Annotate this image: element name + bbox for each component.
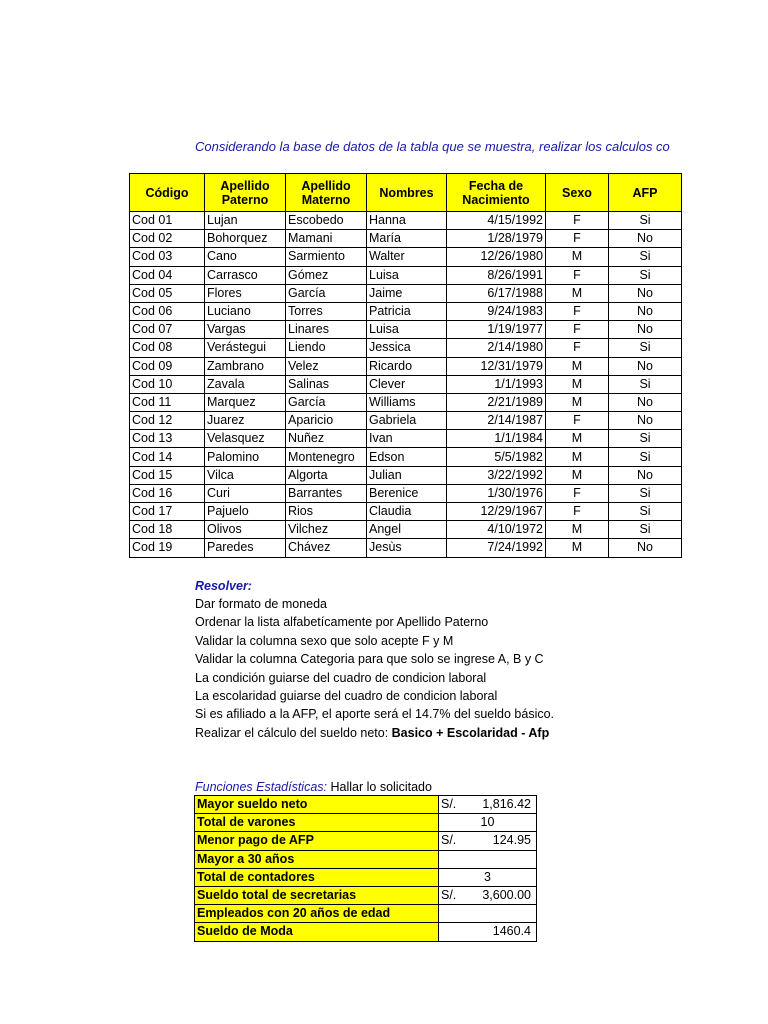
resolver-item: Ordenar la lista alfabetícamente por Apellido Paterno	[195, 615, 489, 630]
table-row	[130, 230, 682, 248]
cell-nombres: Ricardo	[367, 357, 447, 375]
cell-apellido-materno: García	[286, 393, 367, 411]
table-row	[130, 521, 682, 539]
table-row	[130, 375, 682, 393]
stats-value-cell	[439, 850, 537, 868]
cell-codigo: Cod 07	[130, 321, 205, 339]
cell-sexo: M	[546, 539, 609, 557]
table-row	[130, 321, 682, 339]
cell-fecha-nacimiento: 12/31/1979	[447, 357, 546, 375]
cell-nombres: Jessica	[367, 339, 447, 357]
cell-afp: No	[609, 466, 682, 484]
table-row	[130, 248, 682, 266]
cell-apellido-materno: Linares	[286, 321, 367, 339]
cell-fecha-nacimiento: 12/29/1967	[447, 503, 546, 521]
cell-apellido-materno: Algorta	[286, 466, 367, 484]
cell-fecha-nacimiento: 2/14/1980	[447, 339, 546, 357]
resolver-item: Si es afiliado a la AFP, el aporte será el 14.7% del sueldo básico.	[195, 707, 555, 722]
cell-afp: Si	[609, 430, 682, 448]
cell-afp: Si	[609, 266, 682, 284]
stats-value: 1460.4	[492, 924, 531, 939]
table-row	[130, 357, 682, 375]
cell-fecha-nacimiento: 4/15/1992	[447, 212, 546, 230]
funciones-title-italic: Funciones Estadísticas:	[195, 780, 328, 794]
stats-row	[195, 923, 537, 941]
cell-apellido-materno: Velez	[286, 357, 367, 375]
currency-symbol: S/.	[441, 833, 457, 848]
cell-nombres: Jaime	[367, 284, 447, 302]
cell-fecha-nacimiento: 1/28/1979	[447, 230, 546, 248]
cell-apellido-paterno: Carrasco	[205, 266, 286, 284]
resolver-heading: Resolver:	[195, 579, 252, 593]
resolver-item: Dar formato de moneda	[195, 597, 328, 611]
cell-codigo: Cod 10	[130, 375, 205, 393]
cell-nombres: Gabriela	[367, 412, 447, 430]
cell-nombres: Luisa	[367, 321, 447, 339]
cell-nombres: Jesùs	[367, 539, 447, 557]
cell-codigo: Cod 11	[130, 393, 205, 411]
stats-row	[195, 832, 537, 850]
cell-apellido-materno: Barrantes	[286, 484, 367, 502]
cell-apellido-materno: García	[286, 284, 367, 302]
table-header-row	[130, 174, 682, 212]
cell-sexo: M	[546, 466, 609, 484]
cell-apellido-materno: Montenegro	[286, 448, 367, 466]
cell-codigo: Cod 13	[130, 430, 205, 448]
cell-afp: Si	[609, 448, 682, 466]
stats-row	[195, 886, 537, 904]
stats-row	[195, 905, 537, 923]
cell-codigo: Cod 08	[130, 339, 205, 357]
cell-apellido-paterno: Palomino	[205, 448, 286, 466]
cell-apellido-materno: Mamani	[286, 230, 367, 248]
stats-table	[194, 795, 537, 942]
cell-afp: Si	[609, 248, 682, 266]
cell-afp: No	[609, 357, 682, 375]
stats-value-cell	[439, 814, 537, 832]
resolver-item: La condición guiarse del cuadro de condicion laboral	[195, 670, 487, 685]
table-row	[130, 284, 682, 302]
header-nombres: Nombres	[367, 174, 447, 212]
cell-nombres: Ivan	[367, 430, 447, 448]
stats-label: Sueldo total de secretarias	[195, 886, 439, 904]
stats-value: 3,600.00	[482, 888, 531, 903]
cell-codigo: Cod 12	[130, 412, 205, 430]
cell-fecha-nacimiento: 12/26/1980	[447, 248, 546, 266]
cell-sexo: F	[546, 339, 609, 357]
funciones-title	[195, 778, 432, 796]
cell-fecha-nacimiento: 7/24/1992	[447, 539, 546, 557]
cell-sexo: M	[546, 393, 609, 411]
cell-apellido-materno: Aparicio	[286, 412, 367, 430]
cell-apellido-paterno: Velasquez	[205, 430, 286, 448]
table-row	[130, 430, 682, 448]
stats-value-cell	[439, 886, 537, 904]
resolver-item: La escolaridad guiarse del cuadro de condicion laboral	[195, 688, 498, 703]
cell-apellido-paterno: Verástegui	[205, 339, 286, 357]
funciones-title-rest: Hallar lo solicitado	[330, 780, 432, 794]
cell-apellido-materno: Salinas	[286, 375, 367, 393]
cell-codigo: Cod 01	[130, 212, 205, 230]
stats-value-cell	[439, 905, 537, 923]
cell-sexo: F	[546, 212, 609, 230]
stats-label: Mayor a 30 años	[195, 850, 439, 868]
table-row	[130, 266, 682, 284]
cell-codigo: Cod 05	[130, 284, 205, 302]
cell-codigo: Cod 04	[130, 266, 205, 284]
stats-label: Total de varones	[195, 814, 439, 832]
cell-afp: No	[609, 302, 682, 320]
cell-afp: No	[609, 284, 682, 302]
cell-apellido-materno: Chávez	[286, 539, 367, 557]
cell-codigo: Cod 17	[130, 503, 205, 521]
stats-value: 1,816.42	[482, 797, 531, 812]
cell-sexo: M	[546, 448, 609, 466]
cell-afp: Si	[609, 339, 682, 357]
cell-apellido-materno: Escobedo	[286, 212, 367, 230]
header-afp: AFP	[609, 174, 682, 212]
cell-fecha-nacimiento: 5/5/1982	[447, 448, 546, 466]
cell-afp: Si	[609, 375, 682, 393]
cell-apellido-paterno: Pajuelo	[205, 503, 286, 521]
stats-value-cell	[439, 796, 537, 814]
cell-apellido-paterno: Olivos	[205, 521, 286, 539]
header-sexo: Sexo	[546, 174, 609, 212]
cell-afp: Si	[609, 484, 682, 502]
resolver-item: Validar la columna sexo que solo acepte F y M	[195, 633, 454, 648]
stats-value: 124.95	[492, 833, 531, 848]
resolver-item: Realizar el cálculo del sueldo neto:	[195, 725, 389, 740]
cell-apellido-paterno: Paredes	[205, 539, 286, 557]
table-row	[130, 212, 682, 230]
cell-codigo: Cod 06	[130, 302, 205, 320]
cell-fecha-nacimiento: 1/1/1984	[447, 430, 546, 448]
stats-label: Total de contadores	[195, 868, 439, 886]
table-row	[130, 412, 682, 430]
cell-afp: No	[609, 230, 682, 248]
cell-fecha-nacimiento: 9/24/1983	[447, 302, 546, 320]
table-row	[130, 448, 682, 466]
cell-codigo: Cod 14	[130, 448, 205, 466]
employee-table	[129, 173, 682, 558]
cell-fecha-nacimiento: 2/14/1987	[447, 412, 546, 430]
stats-row	[195, 850, 537, 868]
table-row	[130, 466, 682, 484]
stats-value: 10	[480, 815, 495, 830]
cell-nombres: Hanna	[367, 212, 447, 230]
table-row	[130, 503, 682, 521]
cell-afp: No	[609, 539, 682, 557]
cell-fecha-nacimiento: 8/26/1991	[447, 266, 546, 284]
cell-sexo: F	[546, 412, 609, 430]
stats-value: 3	[484, 869, 491, 884]
cell-apellido-materno: Vilchez	[286, 521, 367, 539]
cell-apellido-paterno: Flores	[205, 284, 286, 302]
cell-apellido-paterno: Juarez	[205, 412, 286, 430]
stats-label: Menor pago de AFP	[195, 832, 439, 850]
cell-apellido-paterno: Zavala	[205, 375, 286, 393]
cell-apellido-paterno: Vilca	[205, 466, 286, 484]
resolver-item-formula	[195, 724, 554, 742]
cell-sexo: M	[546, 375, 609, 393]
table-row	[130, 393, 682, 411]
table-row	[130, 302, 682, 320]
cell-nombres: María	[367, 230, 447, 248]
cell-nombres: Julian	[367, 466, 447, 484]
stats-row	[195, 814, 537, 832]
cell-nombres: Walter	[367, 248, 447, 266]
stats-row	[195, 868, 537, 886]
cell-afp: Si	[609, 503, 682, 521]
cell-apellido-materno: Sarmiento	[286, 248, 367, 266]
cell-apellido-paterno: Vargas	[205, 321, 286, 339]
cell-sexo: M	[546, 357, 609, 375]
cell-sexo: F	[546, 321, 609, 339]
stats-label: Mayor sueldo neto	[195, 796, 439, 814]
stats-value-cell	[439, 868, 537, 886]
stats-value-cell	[439, 832, 537, 850]
cell-nombres: Claudia	[367, 503, 447, 521]
cell-sexo: M	[546, 248, 609, 266]
cell-codigo: Cod 03	[130, 248, 205, 266]
cell-afp: No	[609, 412, 682, 430]
cell-apellido-paterno: Lujan	[205, 212, 286, 230]
cell-apellido-materno: Gómez	[286, 266, 367, 284]
cell-afp: Si	[609, 212, 682, 230]
resolver-section	[195, 577, 554, 742]
intro-text: Considerando la base de datos de la tabla que se muestra, realizar los calculos co	[195, 139, 670, 154]
cell-nombres: Edson	[367, 448, 447, 466]
cell-sexo: F	[546, 266, 609, 284]
header-fecha-nacimiento: Fecha de Nacimiento	[447, 174, 546, 212]
cell-apellido-materno: Nuñez	[286, 430, 367, 448]
header-apellido-paterno: Apellido Paterno	[205, 174, 286, 212]
cell-sexo: M	[546, 521, 609, 539]
stats-value-cell	[439, 923, 537, 941]
cell-nombres: Luisa	[367, 266, 447, 284]
cell-apellido-paterno: Bohorquez	[205, 230, 286, 248]
cell-codigo: Cod 18	[130, 521, 205, 539]
cell-codigo: Cod 02	[130, 230, 205, 248]
cell-sexo: M	[546, 284, 609, 302]
stats-row	[195, 796, 537, 814]
table-row	[130, 539, 682, 557]
cell-codigo: Cod 19	[130, 539, 205, 557]
cell-sexo: F	[546, 230, 609, 248]
cell-codigo: Cod 15	[130, 466, 205, 484]
currency-symbol: S/.	[441, 797, 457, 812]
cell-apellido-paterno: Marquez	[205, 393, 286, 411]
cell-codigo: Cod 09	[130, 357, 205, 375]
cell-sexo: F	[546, 302, 609, 320]
cell-nombres: Williams	[367, 393, 447, 411]
header-codigo: Código	[130, 174, 205, 212]
cell-nombres: Berenice	[367, 484, 447, 502]
cell-apellido-materno: Rios	[286, 503, 367, 521]
cell-apellido-paterno: Luciano	[205, 302, 286, 320]
currency-symbol: S/.	[441, 888, 457, 903]
cell-nombres: Patricia	[367, 302, 447, 320]
cell-nombres: Clever	[367, 375, 447, 393]
cell-fecha-nacimiento: 1/30/1976	[447, 484, 546, 502]
cell-apellido-paterno: Cano	[205, 248, 286, 266]
cell-apellido-materno: Torres	[286, 302, 367, 320]
cell-apellido-materno: Liendo	[286, 339, 367, 357]
cell-sexo: F	[546, 484, 609, 502]
cell-fecha-nacimiento: 4/10/1972	[447, 521, 546, 539]
cell-apellido-paterno: Curi	[205, 484, 286, 502]
cell-codigo: Cod 16	[130, 484, 205, 502]
cell-fecha-nacimiento: 3/22/1992	[447, 466, 546, 484]
cell-fecha-nacimiento: 6/17/1988	[447, 284, 546, 302]
cell-fecha-nacimiento: 2/21/1989	[447, 393, 546, 411]
table-row	[130, 484, 682, 502]
cell-apellido-paterno: Zambrano	[205, 357, 286, 375]
cell-sexo: F	[546, 503, 609, 521]
cell-fecha-nacimiento: 1/1/1993	[447, 375, 546, 393]
stats-label: Sueldo de Moda	[195, 923, 439, 941]
cell-afp: Si	[609, 521, 682, 539]
formula: Basico + Escolaridad - Afp	[391, 725, 550, 740]
cell-afp: No	[609, 321, 682, 339]
table-row	[130, 339, 682, 357]
stats-label: Empleados con 20 años de edad	[195, 905, 439, 923]
cell-afp: No	[609, 393, 682, 411]
cell-sexo: M	[546, 430, 609, 448]
cell-nombres: Angel	[367, 521, 447, 539]
cell-fecha-nacimiento: 1/19/1977	[447, 321, 546, 339]
header-apellido-materno: Apellido Materno	[286, 174, 367, 212]
resolver-item: Validar la columna Categoria para que solo se ingrese A, B y C	[195, 652, 544, 667]
